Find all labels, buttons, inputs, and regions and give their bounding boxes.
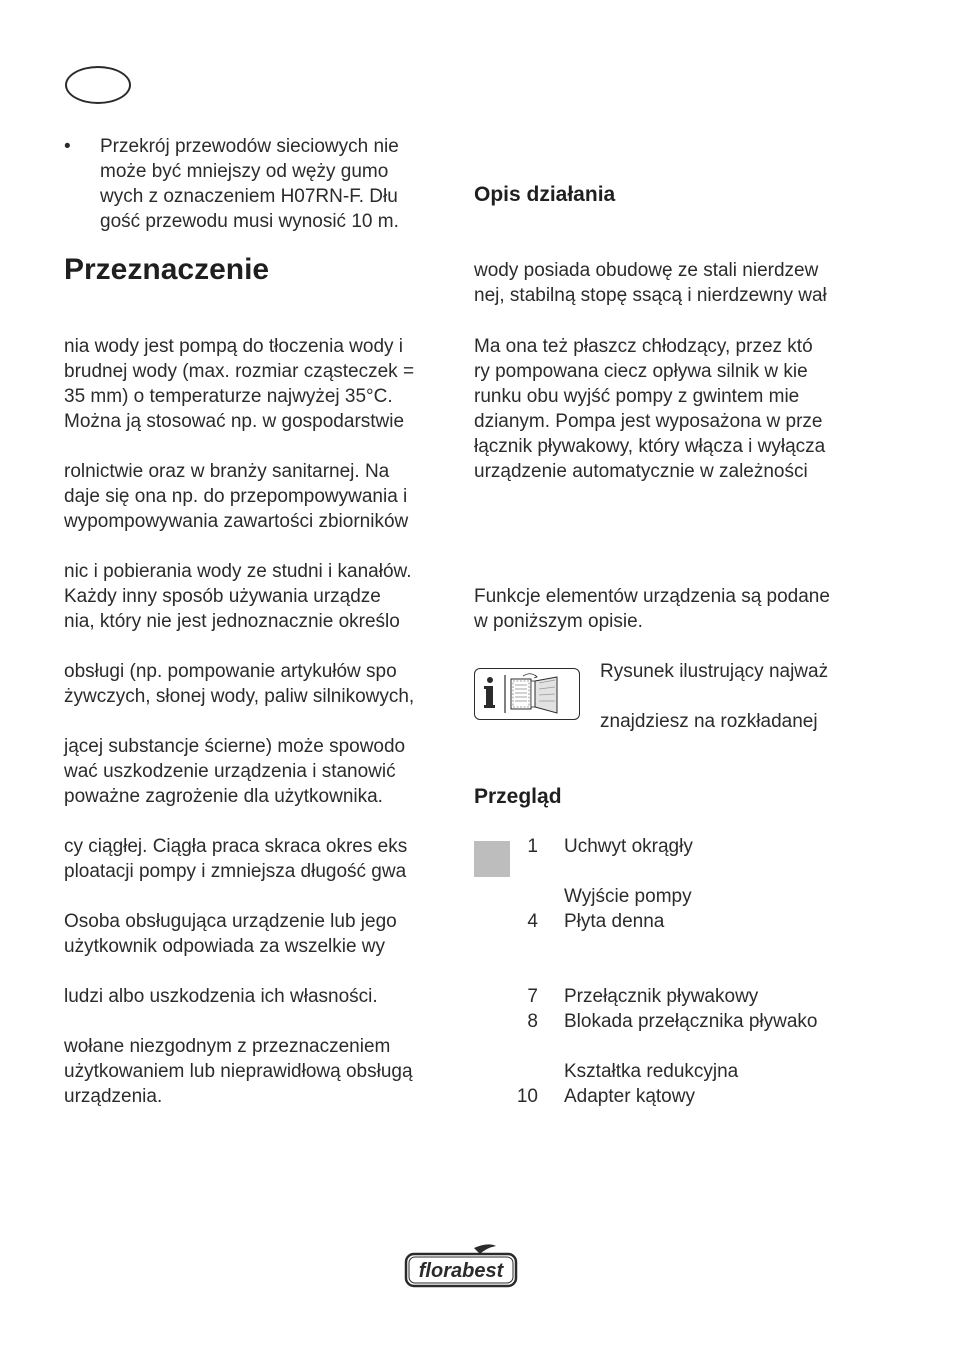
text-line: urządzenie automatycznie w zależności: [474, 461, 808, 482]
section-heading-opis-dzialania: Opis działania: [474, 183, 616, 206]
text-line: Ma ona też płaszcz chłodzący, przez któ: [474, 336, 813, 357]
paragraph: [64, 659, 454, 709]
text-line: wych z oznaczeniem H07RN-F. Dłu: [100, 186, 398, 207]
paragraph: [64, 334, 454, 434]
text-line: nej, stabilną stopę ssącą i nierdzewny wał: [474, 285, 827, 306]
text-line: wołane niezgodnym z przeznaczeniem: [64, 1036, 391, 1057]
text-line: cy ciągłej. Ciągła praca skraca okres eks: [64, 836, 408, 857]
text-line: wać uszkodzenie urządzenia i stanowić: [64, 761, 396, 782]
item-label: Wyjście pompy: [564, 886, 692, 907]
paragraph: [474, 258, 874, 308]
text-line: rolnictwie oraz w branży sanitarnej. Na: [64, 461, 390, 482]
text-line: Przekrój przewodów sieciowych nie: [100, 136, 399, 157]
text-line: nia, który nie jest jednoznacznie określo: [64, 611, 400, 632]
text-line: ludzi albo uszkodzenia ich własności.: [64, 986, 378, 1007]
text-line: 35 mm) o temperaturze najwyżej 35°C.: [64, 386, 393, 407]
text-line: runku obu wyjść pompy z gwintem mie: [474, 386, 800, 407]
bullet-symbol: •: [64, 136, 71, 157]
text-line: Można ją stosować np. w gospodarstwie: [64, 411, 405, 432]
florabest-logo: [404, 1242, 518, 1292]
text-line: gość przewodu musi wynosić 10 m.: [100, 211, 399, 232]
item-number: 4: [527, 911, 538, 932]
text-line: Osoba obsługująca urządzenie lub jego: [64, 911, 397, 932]
info-text-line-2: znajdziesz na rozkładanej: [600, 711, 818, 732]
text-line: użytkowaniem lub nieprawidłową obsługą: [64, 1061, 413, 1082]
info-box: [474, 668, 580, 720]
paragraph: [64, 459, 454, 534]
text-line: brudnej wody (max. rozmiar cząsteczek =: [64, 361, 415, 382]
text-line: dzianym. Pompa jest wyposażona w prze: [474, 411, 823, 432]
item-label: Kształtka redukcyjna: [564, 1061, 739, 1082]
text-line: Każdy inny sposób używania urządze: [64, 586, 381, 607]
text-line: poważne zagrożenie dla użytkownika.: [64, 786, 383, 807]
paragraph: [64, 984, 454, 1009]
bullet-text: [100, 134, 440, 234]
paragraph: [64, 1034, 454, 1109]
text-line: obsługi (np. pompowanie artykułów spo: [64, 661, 397, 682]
text-line: może być mniejszy od węży gumo: [100, 161, 389, 182]
paragraph: [64, 834, 454, 884]
item-label: Płyta denna: [564, 911, 665, 932]
section-heading-przeglad: Przegląd: [474, 785, 562, 808]
paragraph: [474, 584, 874, 634]
text-line: daje się ona np. do przepompowywania i: [64, 486, 408, 507]
text-line: łącznik pływakowy, który włącza i wyłącza: [474, 436, 826, 457]
text-line: Funkcje elementów urządzenia są podane: [474, 586, 830, 607]
paragraph: [474, 334, 874, 484]
text-line: wypompowywania zawartości zbiorników: [64, 511, 409, 532]
paragraph: [64, 909, 454, 959]
item-label: Uchwyt okrągły: [564, 836, 693, 857]
item-number: 8: [527, 1011, 538, 1032]
item-number: 10: [516, 1086, 538, 1107]
text-line: ry pompowana ciecz opływa silnik w kie: [474, 361, 808, 382]
paragraph: [64, 559, 454, 634]
florabest-logo-icon: [404, 1242, 518, 1292]
language-badge: [65, 66, 131, 104]
info-fold-out-icon: [475, 669, 579, 719]
logo-text: florabest: [418, 1260, 504, 1282]
paragraph: [64, 734, 454, 809]
section-heading-przeznaczenie: Przeznaczenie: [64, 253, 270, 286]
item-label: Przełącznik pływakowy: [564, 986, 759, 1007]
item-label: Adapter kątowy: [564, 1086, 695, 1107]
text-line: ploatacji pompy i zmniejsza długość gwa: [64, 861, 407, 882]
item-label: Blokada przełącznika pływako: [564, 1011, 818, 1032]
text-line: urządzenia.: [64, 1086, 163, 1107]
text-line: nia wody jest pompą do tłoczenia wody i: [64, 336, 404, 357]
text-line: w poniższym opisie.: [474, 611, 643, 632]
text-line: nic i pobierania wody ze studni i kanałów.: [64, 561, 412, 582]
text-line: użytkownik odpowiada za wszelkie wy: [64, 936, 386, 957]
text-line: jącej substancje ścierne) może spowodo: [64, 736, 406, 757]
item-number: 7: [527, 986, 538, 1007]
info-text-line-1: Rysunek ilustrujący najważ: [600, 661, 829, 682]
text-line: żywczych, słonej wody, paliw silnikowych,: [64, 686, 415, 707]
item-number: 1: [527, 836, 538, 857]
text-line: wody posiada obudowę ze stali nierdzew: [474, 260, 819, 281]
